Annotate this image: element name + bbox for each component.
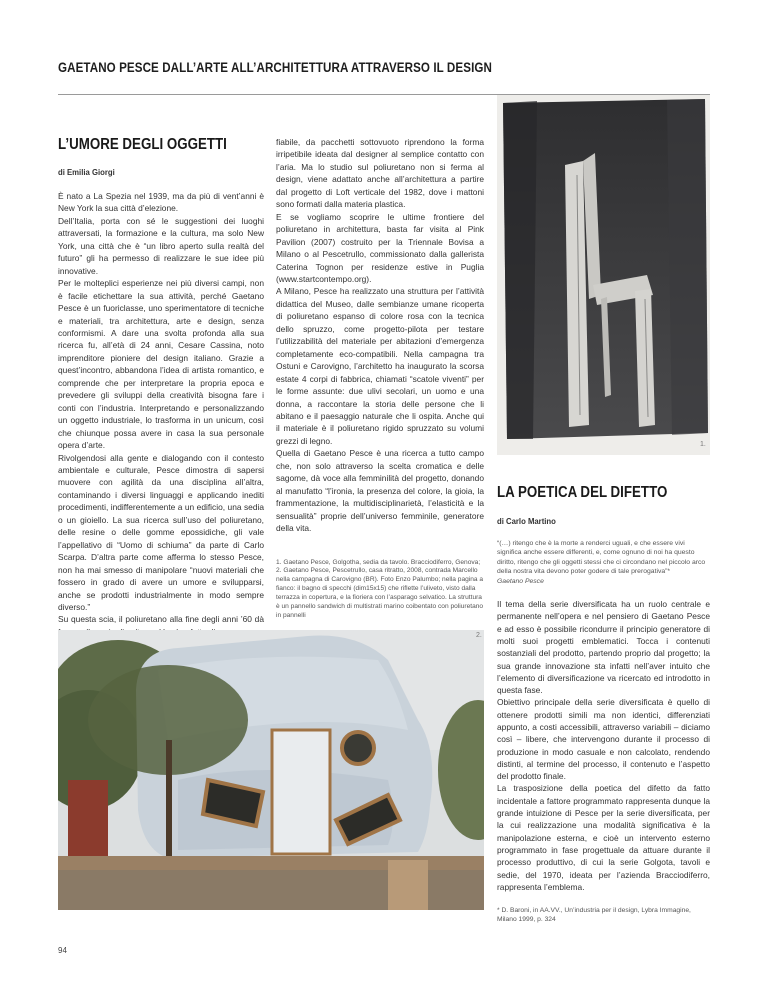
article1-paragraph: E se vogliamo scoprire le ultime frontiere del poliuretano in architettura, basta far visita al Pink Pavilion (2007) costruito per la Triennale Bovisa a Milano o al Pescetrullo, commissionato dalla gallerista Caterina Tognon per residenze estive in Puglia (www.startcontempo.org).	[276, 211, 484, 284]
figure-2-label: 2.	[476, 632, 482, 639]
figure-1-chair-drawing	[497, 95, 710, 455]
article1-paragraph: Rivolgendosi alla gente e dialogando con il contesto ambientale e culturale, Pesce dimostra di sapersi muovere con agilità da una disciplina all’altra, contaminando i diversi linguaggi e applicando inediti procedimenti, indifferentemente a un edificio, una sedia o un gioiello. La sua ricerca sull’uso del poliuretano, delle resine o delle gomme epossidiche, gli vale l’appellativo di “Uomo di schiuma” da parte di Carlo Scarpa. D’altra parte come afferma lo stesso Pesce, non ha mai smesso di manipolare “nuovi materiali che fossero in grado di avere un umore e svilupparsi, anche se prodotti industrialmente in modo sempre diverso.”	[58, 452, 264, 612]
page-header-title: GAETANO PESCE DALL’ARTE ALL’ARCHITETTURA ATTRAVERSO IL DESIGN	[58, 60, 492, 75]
chair-drawing-image	[497, 95, 710, 455]
house-photo-image	[58, 630, 484, 910]
article1-paragraph: Per le molteplici esperienze nei più diversi campi, non è facile etichettare la sua attività, perché Gaetano Pesce è un fuoriclasse, uno sperimentatore di tecniche e materiali, tra architettura, arte e design, senza conformismi. A dare una svolta profonda alla sua ricerca fu, all’età di 24 anni, Cesare Cassina, noto imprenditore pioniere del design italiano. Grazie a quest’incontro, abbandona l’idea di artista romantico, e comprende che per interpretare la propria epoca e prevedere gli sviluppi della creatività bisogna fare i conti con l’industria. Interpretando e personalizzando un oggetto industriale, lo trasforma in un unicum, così che chiunque possa avere in casa la sua personale opera d’arte.	[58, 278, 264, 451]
article1-column-2	[276, 136, 484, 621]
article1-paragraph: Dell’Italia, porta con sé le suggestioni dei luoghi attraversati, la formazione e la cultura, ma solo New York, una città che è “un libro aperto sulla realtà del futuro” gli ha permesso di realizzare le sue idee più innovative.	[58, 215, 264, 276]
article2-quote	[497, 539, 710, 586]
article2-byline: di Carlo Martino	[497, 516, 556, 526]
article2-body	[497, 598, 710, 893]
figure-caption: 1. Gaetano Pesce, Golgotha, sedia da tavolo. Bracciodiferro, Genova; 2. Gaetano Pesce, Pescetrullo, casa ritratto, 2008, contrada Marcello nella campagna di Carovigno (BR). Foto Enzo Palumbo; nella pagina a fianco: il bagno di specchi (dim15x15) che riflette l’uliveto, visto dalla terrazza in copertura, e la fioriera con l’asparago selvatico. La struttura è un pannello sandwich di multistrati marino coibentato con poliuretano in pannelli	[276, 558, 484, 619]
article1-title: L’UMORE DEGLI OGGETTI	[58, 136, 227, 153]
article1-paragraph: A Milano, Pesce ha realizzato una struttura per l’attività didattica del Museo, dalle sembianze umane ricoperta di poliuretano espanso di colore rosa con la tecnica dello spruzzo, come progetto-pilota per testare l’utilizzabilità del materiale per abitazioni d’emergenza completamente eco-compatibili. Nella campagna tra Ostuni e Carovigno, l’architetto ha inaugurato la scorsa estate 4 corpi di fabbrica, chiamati “scatole viventi” per le forme assunte: due ulivi secolari, un uomo e una donna, a raccontare la storia delle persone che li abitano e il paesaggio naturale che li ospita. Anche qui il materiale è il poliuretano rigido spruzzato su volumi grezzi di legno.	[276, 286, 484, 446]
article2-footnote: * D. Baroni, in AA.VV., Un’industria per il design, Lybra Immagine, Milano 1999, p. 324	[497, 907, 691, 924]
quote-author: Gaetano Pesce	[497, 577, 544, 585]
quote-text: “(…) ritengo che è la morte a renderci uguali, e che essere vivi significa anche essere differenti, e, come ognuno di noi ha questo diritto, ritengo che gli oggetti stessi che ci circondano nel piccolo arco della nostra vita devono poter godere di tale prerogativa”*	[497, 540, 706, 576]
article1-byline: di Emilia Giorgi	[58, 167, 115, 177]
article1-paragraph: Quella di Gaetano Pesce è una ricerca a tutto campo che, non solo attraverso la scelta cromatica e delle sagome, dà voce alla femminilità del progetto, donando al manufatto “l’ironia, la presenza del colore, la gioia, la frammentazione, la multidisciplinarietà, l’elasticità e la sensualità” proprie dell’universo femminile, generatore della vita.	[276, 448, 484, 534]
article2-column	[497, 484, 710, 924]
page-number: 94	[58, 946, 67, 955]
figure-2-house-photo	[58, 630, 484, 910]
article1-column-1	[58, 136, 264, 638]
article1-paragraph: È nato a La Spezia nel 1939, ma da più di vent’anni è New York la sua città d’elezione.	[58, 191, 264, 214]
article2-paragraph: Obiettivo principale della serie diversificata è quello di ottenere prodotti simili ma non identici, differenziati appunto, a costi accessibili, attraverso variabili – diciamo così – libere, che intervengono durante il processo di produzione in modo casuale e non calcolato, rendendo distinti, al termine del processo, il contenuto e l’aspetto del prodotto finale.	[497, 697, 710, 782]
article2-paragraph: Il tema della serie diversificata ha un ruolo centrale e permanente nell’opera e nel pensiero di Gaetano Pesce e ad esso è possibile ricondurre il principio generatore di molti suoi progetti emblematici. Tocca i contenuti sostanziali del prodotto, partendo proprio dal progetto; la sua grande innovazione sta infatti nell’aver intuito che l’elemento di diversificazione va ricercato ed introdotto in questa fase.	[497, 599, 710, 696]
article2-paragraph: La trasposizione della poetica del difetto da fatto incidentale a fattore programmato rappresenta dunque la grande intuizione di Pesce per la serie diversificata, per la cui realizzazione una modalità significativa è la manipolazione esterna, e cioè un intervento esterno programmato in fase progettuale da attuare durante il processo produttivo, di cui la serie Golgota, tavoli e sedie, del 1970, ideata per l’azienda Bracciodiferro, rappresenta l’emblema.	[497, 783, 710, 892]
article1-paragraph: fiabile, da pacchetti sottovuoto riprendono la forma irripetibile ideata dal designer al semplice contatto con l’aria. Ma lo studio sul poliuretano non si ferma al design, viene adattato anche all’architettura a partire dal progetto di Loft verticale del 1982, dove i mattoni sono formati dalla materia plastica.	[276, 137, 484, 210]
article1-paragraph: Su questa scia, il poliuretano alla fine degli anni ’60 dà	[58, 614, 264, 625]
article2-title: LA POETICA DEL DIFETTO	[497, 484, 668, 501]
figure-1-label: 1.	[700, 441, 706, 448]
